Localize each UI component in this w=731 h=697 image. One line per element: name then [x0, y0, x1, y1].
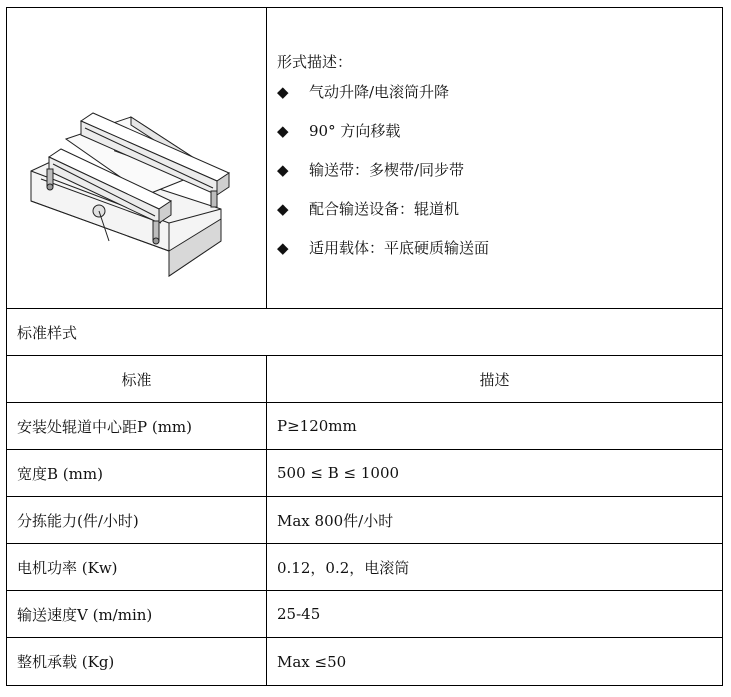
row-value: 25-45	[267, 591, 723, 638]
diamond-bullet-icon: ◆	[277, 200, 289, 218]
diamond-bullet-icon: ◆	[277, 83, 289, 101]
diamond-bullet-icon: ◆	[277, 122, 289, 140]
feature-text: 适用载体：平底硬质输送面	[309, 239, 490, 257]
diamond-bullet-icon: ◆	[277, 239, 289, 257]
diamond-bullet-icon: ◆	[277, 161, 289, 179]
section-title: 标准样式	[7, 309, 723, 356]
feature-item	[277, 73, 722, 112]
column-header-standard: 标准	[7, 356, 267, 403]
row-name: 宽度B (mm)	[7, 450, 267, 497]
row-value: Max 800件/小时	[267, 497, 723, 544]
form-description-title: 形式描述：	[277, 53, 353, 71]
feature-text: 输送带：多楔带/同步带	[309, 161, 465, 179]
row-value: 0.12，0.2，电滚筒	[267, 544, 723, 591]
table-row	[7, 403, 723, 450]
row-value: 500 ≤ B ≤ 1000	[267, 450, 723, 497]
row-value: Max ≤50	[267, 638, 723, 686]
table-row	[7, 450, 723, 497]
table-row	[7, 638, 723, 686]
feature-item	[277, 112, 722, 151]
feature-text: 90° 方向移载	[309, 122, 401, 140]
feature-list	[267, 73, 722, 268]
table-row	[7, 544, 723, 591]
transfer-machine-illustration	[21, 91, 251, 281]
feature-text: 气动升降/电滚筒升降	[309, 83, 450, 101]
feature-text: 配合输送设备：辊道机	[309, 200, 460, 218]
feature-item	[277, 190, 722, 229]
row-name: 安装处辊道中心距P (mm)	[7, 403, 267, 450]
feature-item	[277, 151, 722, 190]
table-row	[7, 497, 723, 544]
row-name: 电机功率 (Kw)	[7, 544, 267, 591]
row-name: 分拣能力(件/小时)	[7, 497, 267, 544]
column-header-description: 描述	[267, 356, 723, 403]
row-name: 整机承载 (Kg)	[7, 638, 267, 686]
feature-item	[277, 229, 722, 268]
product-image-cell	[7, 8, 267, 309]
row-value: P≥120mm	[267, 403, 723, 450]
spec-table	[6, 7, 723, 686]
table-row	[7, 591, 723, 638]
row-name: 输送速度V (m/min)	[7, 591, 267, 638]
form-description-cell	[267, 8, 723, 309]
